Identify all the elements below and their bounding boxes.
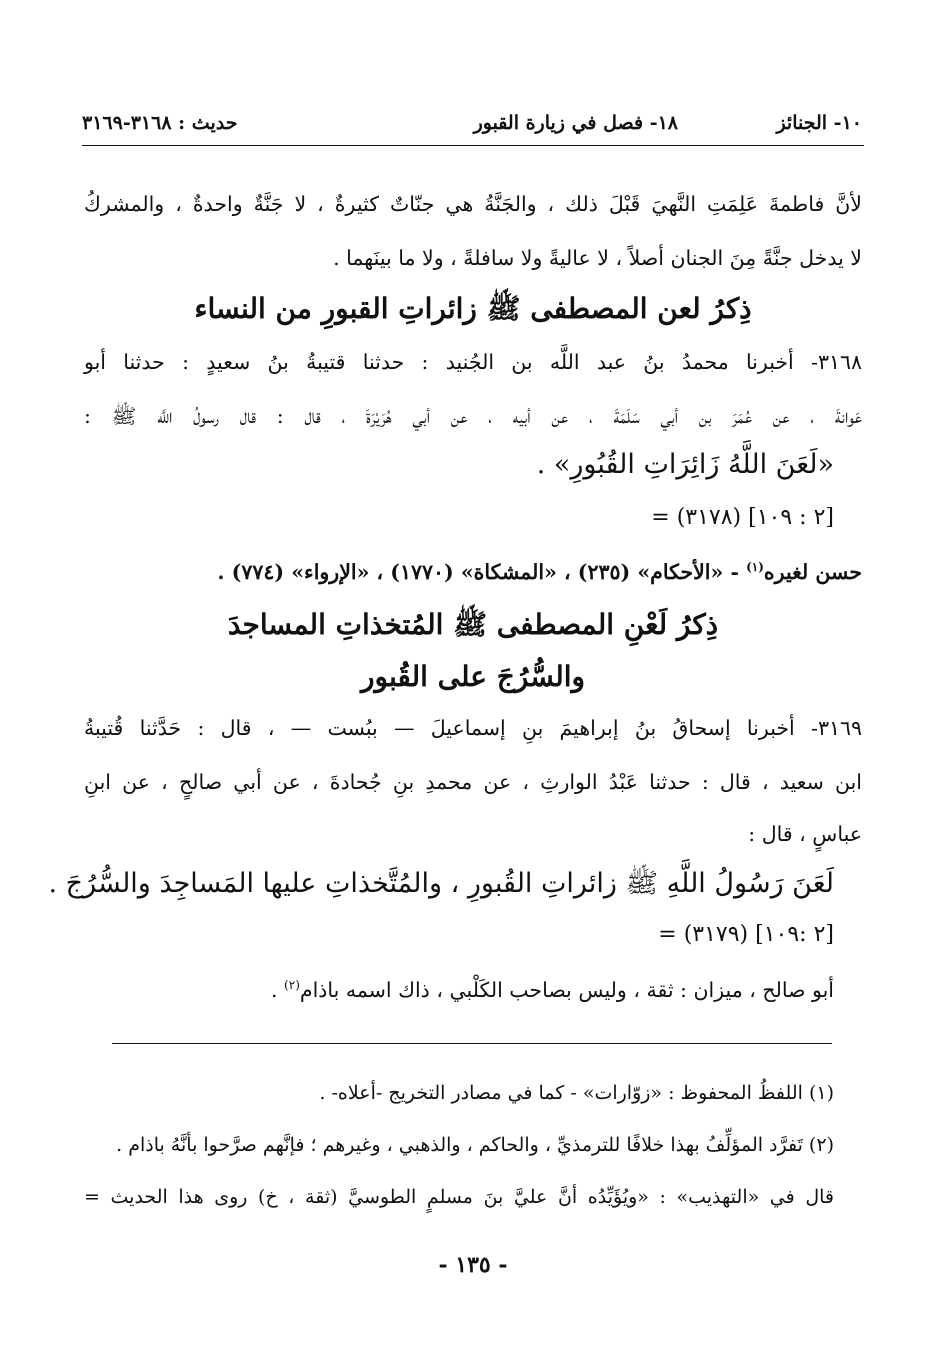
intro-line-2: لا يدخل جنَّةً مِنَ الجنان أصلاً ، لا عاليةً ولا سافلةً ، ولا ما بينَهما . (333, 246, 862, 270)
footnote-marker-1: (١) (746, 560, 764, 575)
hadith-3169-note (271, 978, 834, 1002)
header-rule (82, 145, 864, 146)
footnote-2-cont: قال في «التهذيب» : «ويُؤَيِّدُه أنَّ عليَّ بنَ مسلمٍ الطوسيَّ (ثقة ، خ) روى هذا الحديث = (84, 1186, 834, 1208)
narrator-note-end: . (271, 978, 285, 1002)
header-chapter: ١٠- الجنائز (776, 112, 862, 134)
hadith-3169-text: لَعَنَ رَسُولُ اللَّهِ ﷺ زائراتِ القُبورِ ، والمُتَّخذاتِ عليها المَساجِدَ والسُّرُجَ . (48, 868, 834, 899)
section-heading-2-line-2: والسُّرُجَ على القُبور (360, 660, 586, 693)
footnote-rule (112, 1043, 832, 1044)
intro-line-1: لأنَّ فاطمةَ عَلِمَتِ النَّهيَ قَبْلَ ذلك ، والجَنَّةُ هي جنّاتٌ كثيرةٌ ، لا جَنَّةٌ واحدةٌ ، والمشركُ (84, 192, 862, 216)
hadith-3169-line-3: عباسٍ ، قال : (748, 822, 862, 846)
hadith-3169-line-2: ابن سعيد ، قال : حدثنا عَبْدُ الوارثِ ، عن محمدِ بنِ جُحادةَ ، عن أبي صالحٍ ، عن ابنِ (84, 770, 862, 794)
section-heading-2-line-1: ذِكرُ لَعْنِ المصطفى ﷺ المُتخذاتِ المساجدَ (227, 608, 719, 641)
hadith-3168-line-1: ٣١٦٨- أخبرنا محمدُ بنُ عبد اللَّه بن الجُنيد : حدثنا قتيبةُ بنُ سعيدٍ : حدثنا أبو (84, 350, 862, 374)
hadith-3168-grade (217, 560, 862, 584)
grade-sources: - «الأحكام» (٢٣٥) ، «المشكاة» (١٧٧٠) ، «الإرواء» (٧٧٤) . (217, 560, 747, 584)
grade-label: حسن لغيره (763, 560, 862, 584)
hadith-3169-ref: = (٣١٧٩) [٢ :١٠٩] (658, 922, 834, 947)
hadith-3168-ref: = (٣١٧٨) [٢ : ١٠٩] (651, 505, 834, 530)
hadith-3168-text: «لَعَنَ اللَّهُ زَائِرَاتِ القُبُورِ» . (536, 449, 834, 480)
footnote-2: (٢) تَفرَّد المؤلِّفُ بهذا خلافًا للترمذيِّ ، والحاكم ، والذهبي ، وغيرهم ؛ فإنَّهم صرَّحوا بأنَّهُ باذام . (116, 1134, 834, 1156)
narrator-note: أبو صالح ، ميزان : ثقة ، وليس بصاحب الكَلْبي ، ذاك اسمه باذام (299, 978, 834, 1002)
footnote-1: (١) اللفظُ المحفوظ : «زوّارات» - كما في مصادر التخريج -أعلاه- . (319, 1082, 834, 1104)
page-number: - ١٣٥ - (438, 1252, 508, 1278)
section-heading-1: ذِكرُ لعن المصطفى ﷺ زائراتِ القبورِ من النساء (194, 292, 752, 325)
header-section: ١٨- فصل في زيارة القبور (473, 112, 678, 134)
hadith-3169-line-1: ٣١٦٩- أخبرنا إسحاقُ بنُ إبراهيمَ بنِ إسماعيلَ — ببُست — ، قال : حَدَّثنا قُتيبةُ (84, 716, 862, 740)
footnote-marker-2: (٢) (284, 978, 300, 993)
header-hadith-range: حديث : ٣١٦٨-٣١٦٩ (82, 112, 238, 134)
hadith-3168-line-2: عَوانةَ ، عن عُمَرَ بن أبي سَلَمَةَ ، عن أبيه ، عن أبي هُرَيْرَةَ ، قال : قال رسولُ اللَّه ﷺ : (84, 404, 862, 428)
